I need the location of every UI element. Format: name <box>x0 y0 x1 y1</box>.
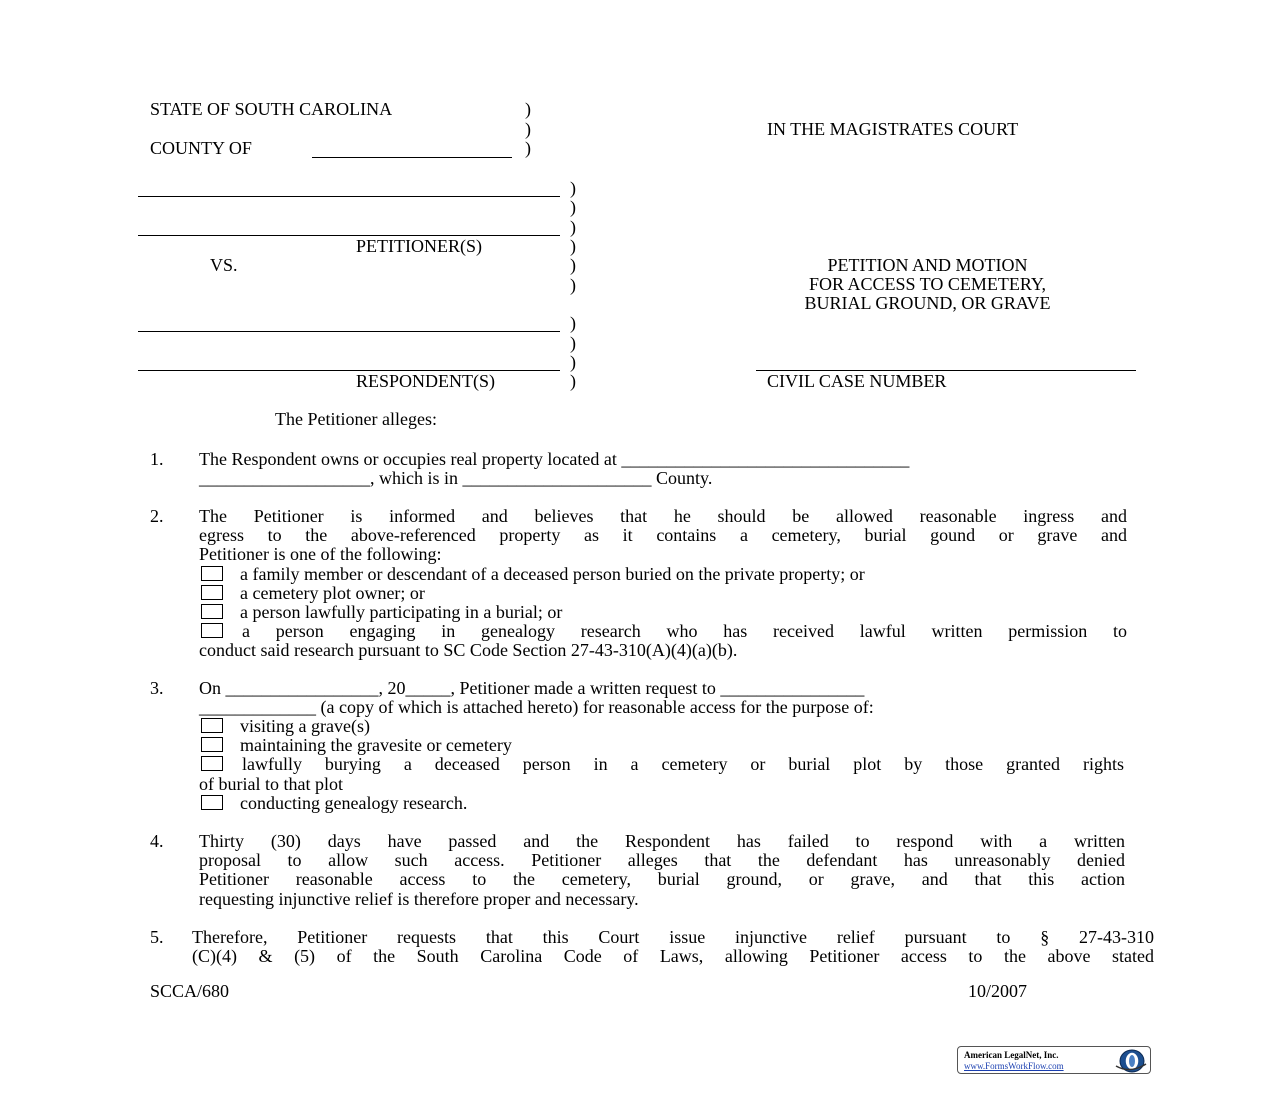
court-label: IN THE MAGISTRATES COURT <box>767 119 1019 139</box>
option-label-cont: conduct said research pursuant to SC Code Section 27-43-310(A)(4)(a)(b). <box>199 640 738 660</box>
caption-paren: ) <box>525 119 531 139</box>
respondent-name-line[interactable] <box>138 370 560 371</box>
option-label-cont: of burial to that plot <box>199 774 343 794</box>
form-id: SCCA/680 <box>150 981 230 1001</box>
option-label: a person lawfully participating in a burial; or <box>240 602 563 622</box>
caption-paren: ) <box>570 236 576 256</box>
county-blank[interactable] <box>312 157 512 158</box>
caption-paren: ) <box>525 99 531 119</box>
form-title-line3: BURIAL GROUND, OR GRAVE <box>804 293 1051 313</box>
caption-paren: ) <box>570 178 576 198</box>
caption-paren: ) <box>570 197 576 217</box>
caption-paren: ) <box>570 371 576 391</box>
option-label: visiting a grave(s) <box>240 716 370 736</box>
option-label: a family member or descendant of a deceased person buried on the private property; or <box>240 564 865 584</box>
petitioner-name-line[interactable] <box>138 196 560 197</box>
option-label: lawfully burying a deceased person in a cemetery or burial plot by those granted rights <box>242 754 1124 774</box>
para-number: 1. <box>150 449 164 469</box>
para4-line: Petitioner reasonable access to the cemetery, burial ground, or grave, and that this action <box>199 869 1125 889</box>
caption-paren: ) <box>570 255 576 275</box>
county-label: COUNTY OF <box>150 138 252 158</box>
checkbox-maintaining-gravesite[interactable] <box>201 737 223 752</box>
option-label: maintaining the gravesite or cemetery <box>240 735 512 755</box>
logo-company-name: American LegalNet, Inc. <box>964 1050 1059 1060</box>
respondent-name-line[interactable] <box>138 331 560 332</box>
para4-line: Thirty (30) days have passed and the Respondent has failed to respond with a written <box>199 831 1125 851</box>
caption-paren: ) <box>525 138 531 158</box>
para3-line: On _________________, 20_____, Petitioner made a written request to ________________ <box>199 678 865 698</box>
checkbox-plot-owner[interactable] <box>201 585 223 600</box>
checkbox-conducting-genealogy[interactable] <box>201 795 223 810</box>
american-legalnet-logo[interactable] <box>957 1046 1151 1074</box>
para-number: 4. <box>150 831 164 851</box>
para1-line: ___________________, which is in _____________________ County. <box>199 468 713 488</box>
caption-paren: ) <box>570 333 576 353</box>
para2-line: The Petitioner is informed and believes that he should be allowed reasonable ingress and <box>199 506 1127 526</box>
option-label: a person engaging in genealogy research who has received lawful written permission to <box>242 621 1127 641</box>
option-label: conducting genealogy research. <box>240 793 468 813</box>
checkbox-lawfully-burying[interactable] <box>201 756 223 771</box>
para-number: 3. <box>150 678 164 698</box>
respondent-label: RESPONDENT(S) <box>356 371 496 391</box>
para5-line: (C)(4) & (5) of the South Carolina Code of Laws, allowing Petitioner access to the above stated <box>192 946 1154 966</box>
caption-paren: ) <box>570 217 576 237</box>
checkbox-genealogy-research[interactable] <box>201 623 223 638</box>
para5-line: Therefore, Petitioner requests that this Court issue injunctive relief pursuant to § 27-43-310 <box>192 927 1154 947</box>
petitioner-name-line[interactable] <box>138 235 560 236</box>
option-label: a cemetery plot owner; or <box>240 583 425 603</box>
para1-line: The Respondent owns or occupies real property located at ________________________________ <box>199 449 910 469</box>
form-title-line2: FOR ACCESS TO CEMETERY, <box>808 274 1047 294</box>
checkbox-visiting-grave[interactable] <box>201 718 223 733</box>
caption-paren: ) <box>570 275 576 295</box>
para2-line: egress to the above-referenced property as it contains a cemetery, burial gound or grave and <box>199 525 1127 545</box>
state-label: STATE OF SOUTH CAROLINA <box>150 99 393 119</box>
para-number: 5. <box>150 927 164 947</box>
para2-line: Petitioner is one of the following: <box>199 544 442 564</box>
para4-line: proposal to allow such access. Petitioner alleges that the defendant has unreasonably denied <box>199 850 1125 870</box>
globe-icon <box>1112 1048 1148 1074</box>
caption-paren: ) <box>570 313 576 333</box>
case-number-label: CIVIL CASE NUMBER <box>767 371 947 391</box>
checkbox-family-member[interactable] <box>201 566 223 581</box>
form-date: 10/2007 <box>968 981 1028 1001</box>
form-title-line1: PETITION AND MOTION <box>827 255 1028 275</box>
petitioner-label: PETITIONER(S) <box>356 236 482 256</box>
para-number: 2. <box>150 506 164 526</box>
para3-line: _____________ (a copy of which is attached hereto) for reasonable access for the purpose of: <box>199 697 874 717</box>
para4-line: requesting injunctive relief is therefore proper and necessary. <box>199 889 639 909</box>
checkbox-burial-participant[interactable] <box>201 604 223 619</box>
caption-paren: ) <box>570 352 576 372</box>
logo-url-link[interactable]: www.FormsWorkFlow.com <box>964 1061 1064 1071</box>
vs-label: VS. <box>210 255 238 275</box>
intro-text: The Petitioner alleges: <box>275 409 437 429</box>
